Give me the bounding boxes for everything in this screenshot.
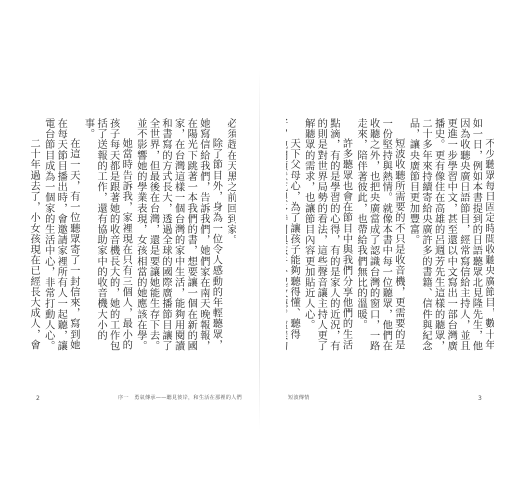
- left-page-body: [28, 118, 236, 358]
- left-running-head: 序一 勇氣傳承——聽見彼岸，和生活在那裡的人們: [118, 395, 242, 401]
- left-paragraph-3: 她當時告訴我，家裡現在只有三個人，最小的孩子每天都是跟著她的收音機長大的，她的工作包括了送報的工作，還有協助家中的收音機大小的事。: [82, 118, 132, 352]
- right-page-body: [286, 118, 494, 358]
- right-paragraph-3: 許多聽眾也會在節目中與我們分享他們的生活點滴，有的是學習的心得，有的是家人的近況，有的則是對世界局勢的看法，這些聲音讓主持人更了解聽眾的需求，也讓節目內容更加貼近人心。: [302, 118, 352, 352]
- left-page-number: 2: [36, 395, 40, 402]
- left-paragraph-4: 在這一天，有一位聽眾寄了一封信來，寫到她在每天節目播出時，會邀請家裡所有人一起聽，讓電台節目成為一個家的生活中心，非常打動人心。: [42, 118, 79, 352]
- right-paragraph-4: 天下父母心，為了讓孩子能夠聽得懂、聽得: [288, 138, 300, 340]
- left-paragraph-5: 二十年過去了，小女孩現在已經長大成人，會: [28, 138, 40, 351]
- right-paragraph-1: 不少聽眾每日固定時間收聽央廣節目，數十年如一日，例如本書提到的日語聽眾北見隆先生，他因為收聽央廣日語節目，經常寫信給主持人，並且更進一步學習中文，甚至還以中文寫出一部台灣廣播史。更有像住在高雄的呂週芳先生這樣的聽眾，二十多年來持續寄給央廣許多的書籍、信件與紀念品，讓央廣節目更加豐富。: [407, 118, 494, 352]
- right-running-head: 短波傳情: [288, 395, 310, 401]
- left-paragraph-1: 必須趕在天黑之前回到家。: [225, 118, 236, 246]
- right-page-number: 3: [478, 395, 482, 402]
- right-paragraph-2: 短波收聽所需要的不只是收音機，更需要的是一份堅持與熱情。就像本書中每一位聽眾，他們在收聽之外，也把央廣當成了認識台灣的窗口，一路走來，陪伴著彼此，也帶給我們無比的溫暖。: [355, 118, 404, 352]
- left-paragraph-2: 除了節目外，身為一位令人感動的年輕聽眾，她寫信給我們，告訴我們，她們家在南天晚報報，在陽光下跳著一本我們的書，想要讓一個在新的國家，在台灣這樣一個台灣的家中生活，能夠用閱讀和書寫的方式長大，透過全球的國際廣播節目讓了全世界，但最後在台灣，還是要讓她能生存下去。並不影響她的學業表現，女孩相當的她應該在學。: [134, 118, 222, 352]
